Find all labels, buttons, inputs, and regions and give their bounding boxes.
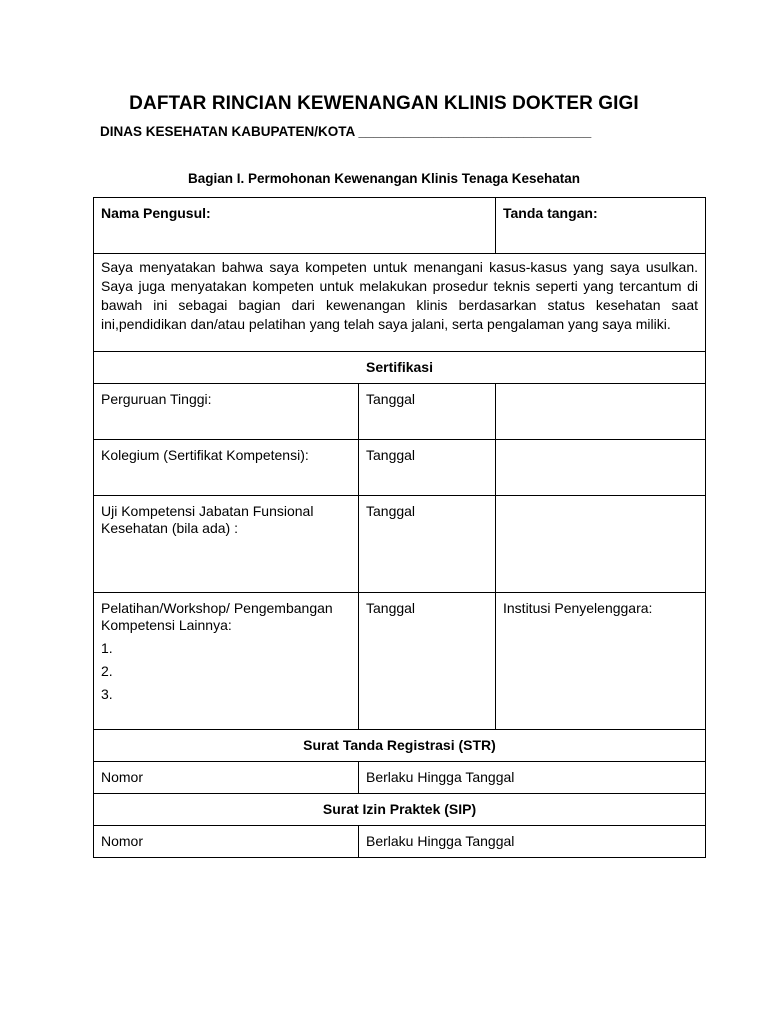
sip-valid-until-field[interactable]: Berlaku Hingga Tanggal	[359, 826, 706, 857]
str-valid-until-field[interactable]: Berlaku Hingga Tanggal	[359, 762, 706, 793]
certification-header: Sertifikasi	[94, 352, 706, 383]
competency-test-date[interactable]: Tanggal	[359, 496, 496, 592]
str-header: Surat Tanda Registrasi (STR)	[94, 730, 706, 761]
training-cell	[94, 593, 359, 729]
table-row	[94, 384, 706, 440]
training-institution[interactable]: Institusi Penyelenggara:	[496, 593, 706, 729]
training-label: Pelatihan/Workshop/ Pengembangan Kompetensi Lainnya:	[101, 600, 333, 633]
application-form	[93, 197, 706, 858]
training-item[interactable]: 3.	[101, 686, 113, 702]
sip-row	[94, 826, 706, 858]
sip-header: Surat Izin Praktek (SIP)	[94, 794, 706, 825]
section-heading: Bagian I. Permohonan Kewenangan Klinis Tenaga Kesehatan	[187, 171, 581, 186]
str-header-row	[94, 730, 706, 762]
certification-header-row	[94, 352, 706, 384]
str-row	[94, 762, 706, 794]
training-row	[94, 593, 706, 730]
competency-test-label: Uji Kompetensi Jabatan Funsional Kesehatan (bila ada) :	[94, 496, 359, 592]
document-title: DAFTAR RINCIAN KEWENANGAN KLINIS DOKTER GIGI	[129, 93, 639, 114]
collegium-label: Kolegium (Sertifikat Kompetensi):	[94, 440, 359, 495]
university-date[interactable]: Tanggal	[359, 384, 496, 439]
competency-test-extra[interactable]	[496, 496, 706, 592]
table-row	[94, 496, 706, 593]
table-row	[94, 440, 706, 496]
document-subtitle: DINAS KESEHATAN KABUPATEN/KOTA _______________________________	[100, 124, 592, 139]
statement-text: Saya menyatakan bahwa saya kompeten untuk menangani kasus-kasus yang saya usulkan. Saya juga menyatakan kompeten untuk melakukan prosedur teknis seperti yang tercantum di bawah ini sebagai bagian dari kewenangan klinis berdasarkan status kesehatan saat ini,pendidikan dan/atau pelatihan yang telah saya jalani, serta pengalaman yang saya miliki.	[94, 254, 706, 351]
collegium-extra[interactable]	[496, 440, 706, 495]
university-extra[interactable]	[496, 384, 706, 439]
applicant-row	[94, 198, 706, 254]
sip-number-field[interactable]: Nomor	[94, 826, 359, 857]
training-date[interactable]: Tanggal	[359, 593, 496, 729]
applicant-name-field[interactable]: Nama Pengusul:	[94, 198, 496, 253]
sip-header-row	[94, 794, 706, 826]
university-label: Perguruan Tinggi:	[94, 384, 359, 439]
collegium-date[interactable]: Tanggal	[359, 440, 496, 495]
statement-row	[94, 254, 706, 352]
training-item[interactable]: 1.	[101, 640, 113, 656]
signature-field[interactable]: Tanda tangan:	[496, 198, 706, 253]
str-number-field[interactable]: Nomor	[94, 762, 359, 793]
training-item[interactable]: 2.	[101, 663, 113, 679]
